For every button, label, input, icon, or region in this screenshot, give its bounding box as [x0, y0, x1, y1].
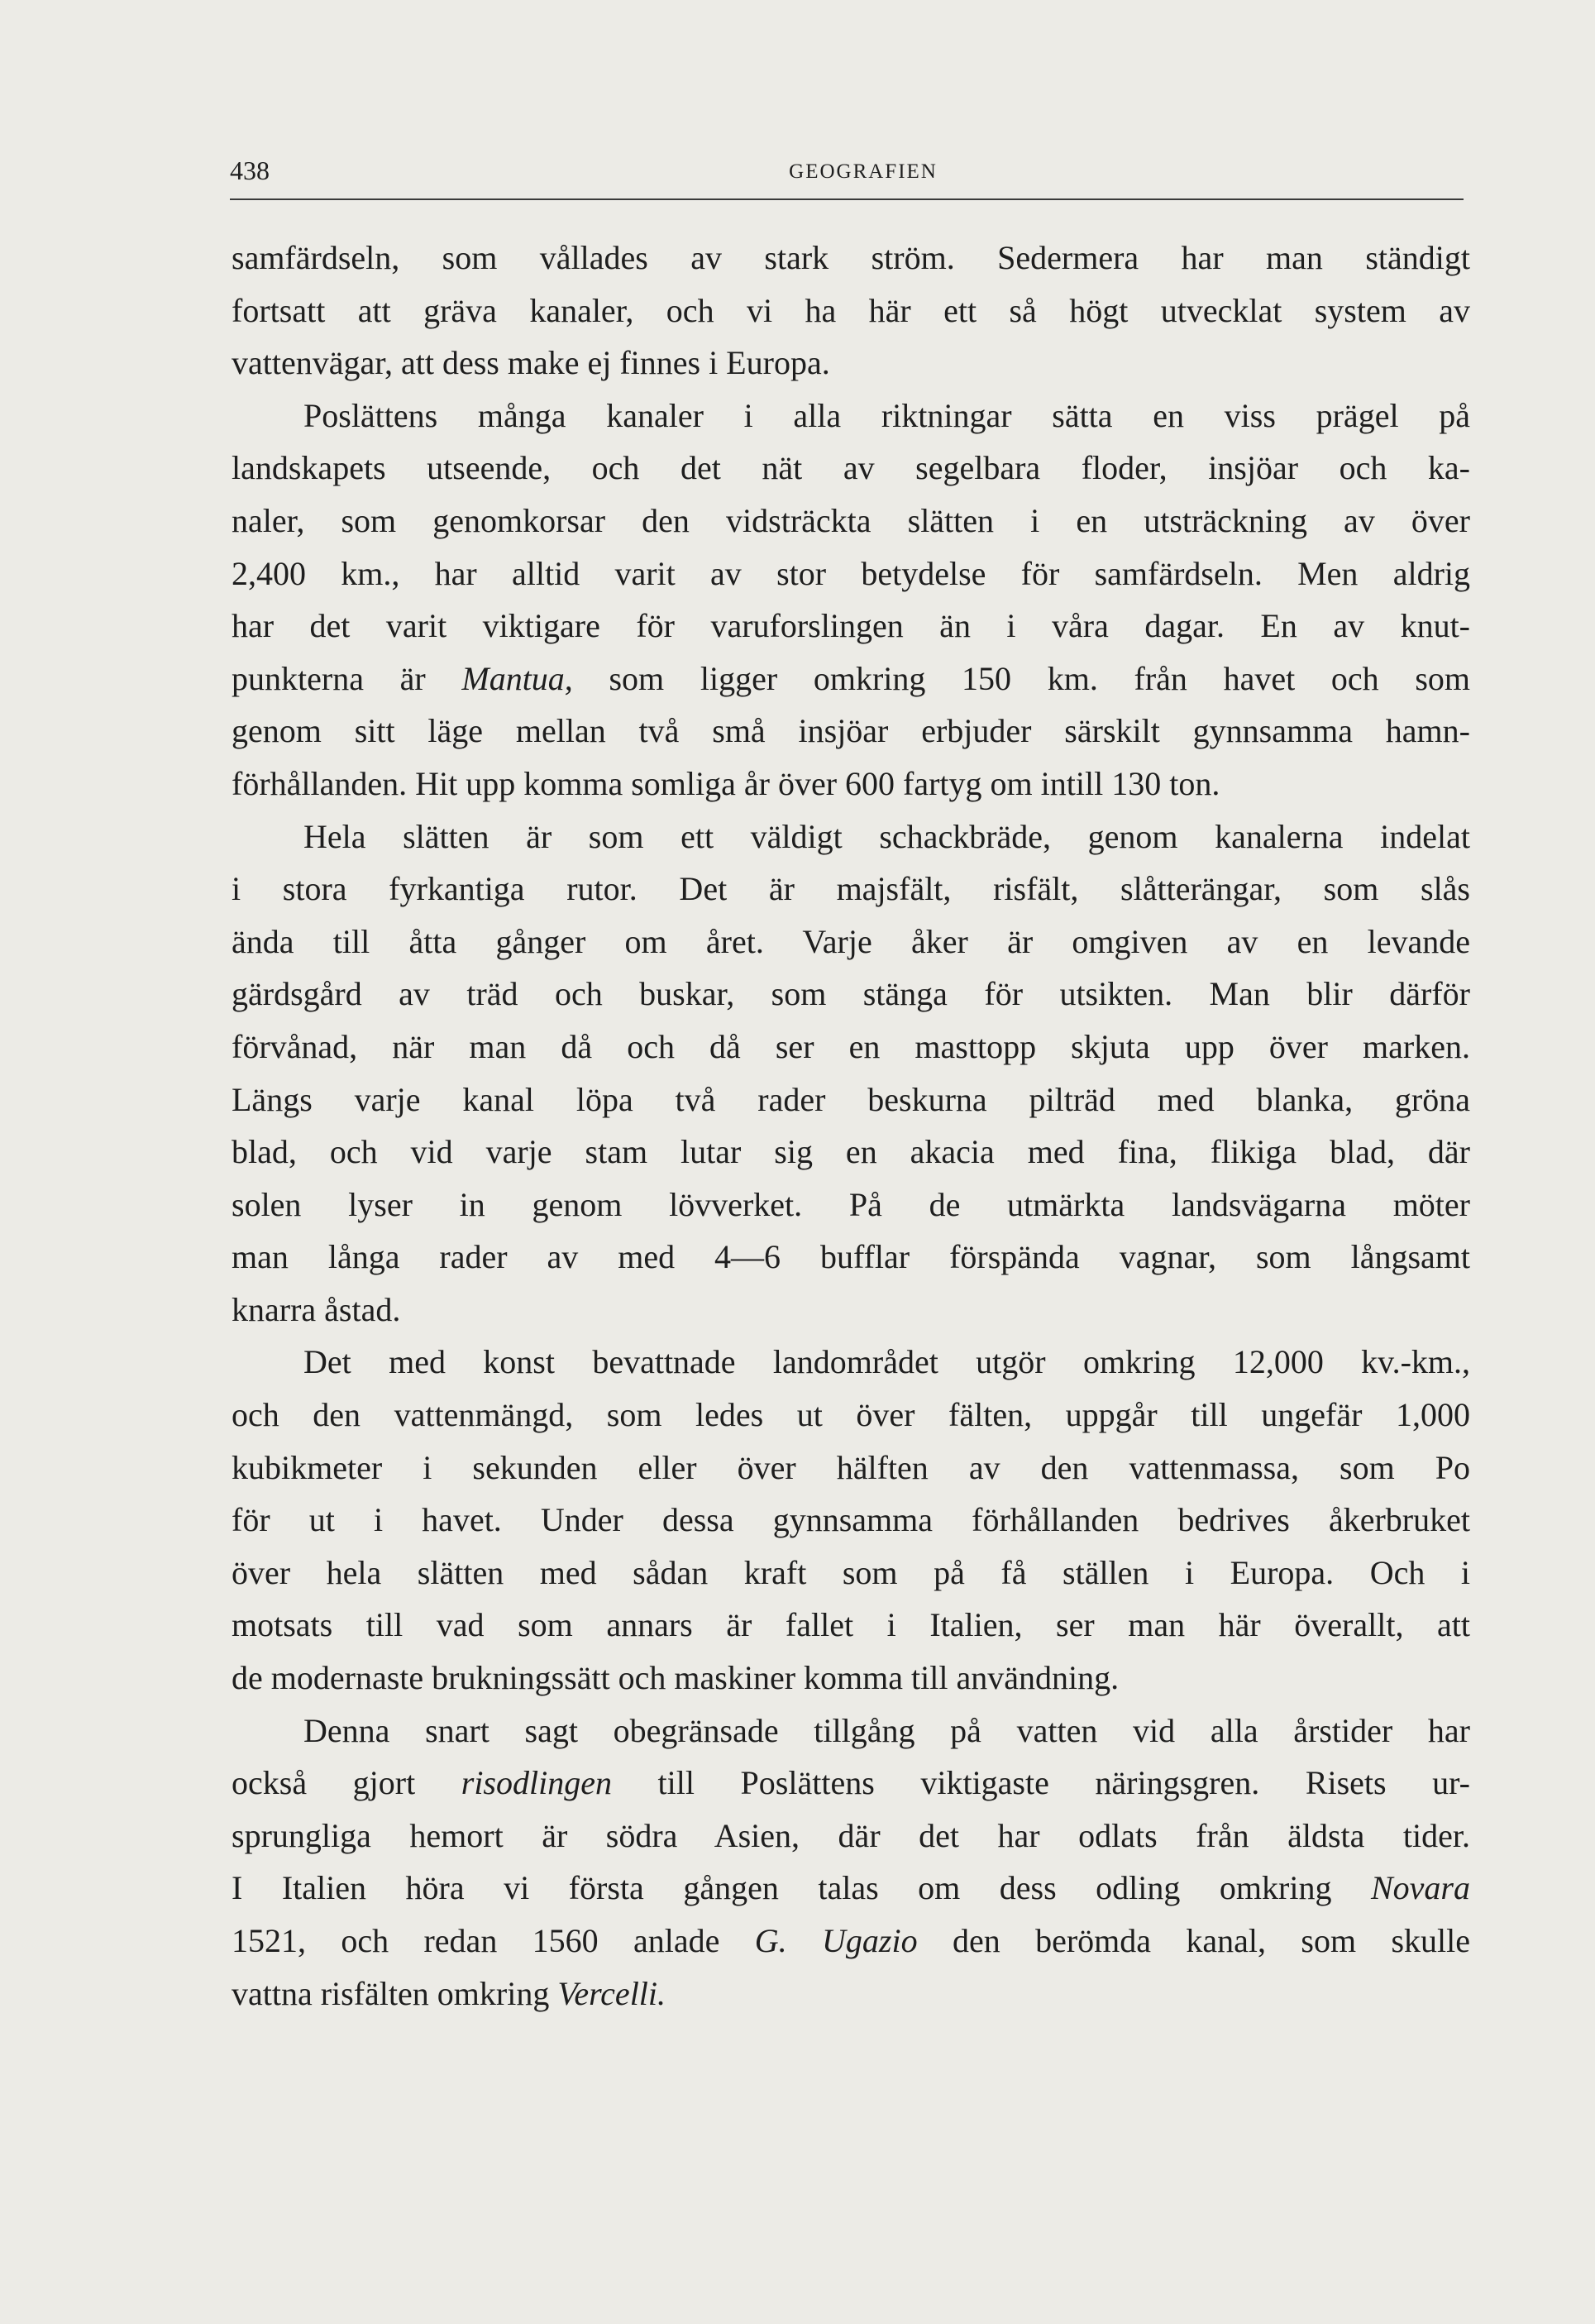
header-rule: [230, 198, 1464, 200]
text-line: förvånad, när man då och då ser en masttopp skjuta upp över marken.: [232, 1027, 1470, 1065]
text-line: vattna risfälten omkring Vercelli.: [232, 1974, 666, 2012]
text-line: knarra åstad.: [232, 1290, 401, 1328]
text-line: Hela slätten är som ett väldigt schackbräde, genom kanalerna indelat: [303, 817, 1470, 855]
text-line: blad, och vid varje stam lutar sig en akacia med fina, flikiga blad, där: [232, 1133, 1470, 1171]
running-title: GEOGRAFIEN: [789, 160, 938, 183]
text-line: 2,400 km., har alltid varit av stor betydelse för samfärdseln. Men aldrig: [232, 554, 1470, 592]
text-line: motsats till vad som annars är fallet i Italien, ser man här överallt, att: [232, 1606, 1470, 1644]
text-line: fortsatt att gräva kanaler, och vi ha här ett så högt utvecklat system av: [232, 291, 1470, 329]
text-line: ända till åtta gånger om året. Varje åker är omgiven av en levande: [232, 922, 1470, 960]
page-header: [230, 154, 1464, 197]
text-line: kubikmeter i sekunden eller över hälften av den vattenmassa, som Po: [232, 1448, 1470, 1486]
text-line: sprungliga hemort är södra Asien, där det har odlats från äldsta tider.: [232, 1816, 1470, 1854]
text-line: Denna snart sagt obegränsade tillgång på vatten vid alla årstider har: [303, 1711, 1470, 1749]
text-line: I Italien höra vi första gången talas om dess odling omkring Novara: [232, 1869, 1470, 1907]
text-line: landskapets utseende, och det nät av segelbara floder, insjöar och ka-: [232, 449, 1470, 487]
text-line: naler, som genomkorsar den vidsträckta slätten i en utsträckning av över: [232, 501, 1470, 539]
text-line: solen lyser in genom lövverket. På de utmärkta landsvägarna möter: [232, 1185, 1470, 1223]
text-line: Längs varje kanal löpa två rader beskurna pilträd med blanka, gröna: [232, 1080, 1470, 1118]
text-line: för ut i havet. Under dessa gynnsamma förhållanden bedrives åkerbruket: [232, 1501, 1470, 1539]
page-number: 438: [230, 155, 270, 185]
text-line: genom sitt läge mellan två små insjöar erbjuder särskilt gynnsamma hamn-: [232, 712, 1470, 750]
text-line: man långa rader av med 4—6 bufflar förspända vagnar, som långsamt: [232, 1238, 1470, 1276]
text-line: gärdsgård av träd och buskar, som stänga för utsikten. Man blir därför: [232, 975, 1470, 1013]
text-line: 1521, och redan 1560 anlade G. Ugazio den berömda kanal, som skulle: [232, 1922, 1470, 1959]
text-line: vattenvägar, att dess make ej finnes i Europa.: [232, 344, 830, 382]
text-line: Det med konst bevattnade landområdet utgör omkring 12,000 kv.-km.,: [303, 1343, 1470, 1381]
text-line: förhållanden. Hit upp komma somliga år över 600 fartyg om intill 130 ton.: [232, 764, 1220, 802]
text-line: och den vattenmängd, som ledes ut över fälten, uppgår till ungefär 1,000: [232, 1396, 1470, 1434]
text-line: samfärdseln, som vållades av stark ström. Sedermera har man ständigt: [232, 239, 1470, 276]
text-line: de modernaste brukningssätt och maskiner komma till användning.: [232, 1659, 1120, 1697]
text-line: har det varit viktigare för varuforslingen än i våra dagar. En av knut-: [232, 607, 1470, 645]
text-line: också gjort risodlingen till Poslättens viktigaste näringsgren. Risets ur-: [232, 1764, 1470, 1802]
text-line: Poslättens många kanaler i alla riktningar sätta en viss prägel på: [303, 396, 1470, 434]
body-text: [232, 232, 1470, 2020]
text-line: i stora fyrkantiga rutor. Det är majsfält, risfält, slåtterängar, som slås: [232, 870, 1470, 908]
text-line: punkterna är Mantua, som ligger omkring 150 km. från havet och som: [232, 659, 1470, 697]
text-line: över hela slätten med sådan kraft som på få ställen i Europa. Och i: [232, 1553, 1470, 1591]
